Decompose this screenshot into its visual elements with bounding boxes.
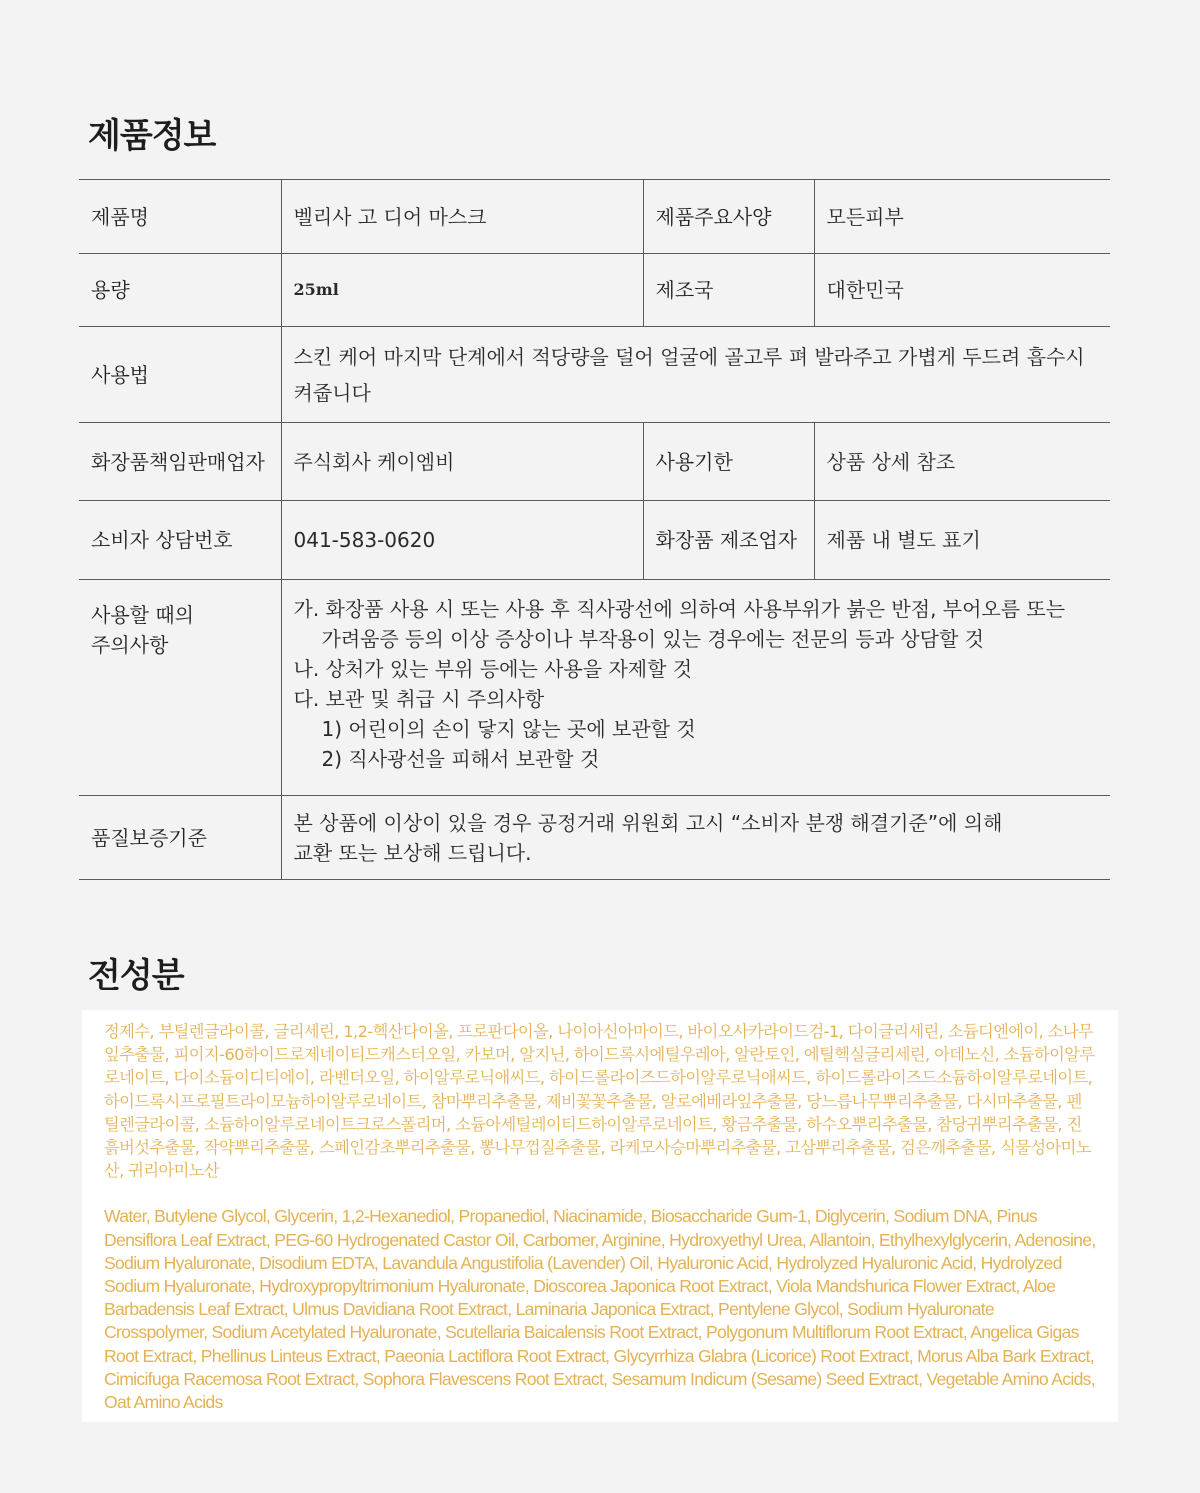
warning-label-line: 주의사항 xyxy=(91,633,169,657)
seller-label: 화장품책임판매업자 xyxy=(79,423,281,501)
table-row xyxy=(79,796,1110,880)
warning-label-line: 사용할 때의 xyxy=(91,603,194,627)
maker-value: 제품 내 별도 표기 xyxy=(814,501,1110,580)
quality-line: 본 상품에 이상이 있을 경우 공정거래 위원회 고시 “소비자 분쟁 해결기준”에 의해 xyxy=(293,810,1003,835)
table-row xyxy=(79,327,1110,423)
product-name-value: 벨리사 고 디어 마스크 xyxy=(281,180,643,254)
volume-label: 용량 xyxy=(79,254,281,327)
origin-label: 제조국 xyxy=(643,254,814,327)
seller-value: 주식회사 케이엠비 xyxy=(281,423,643,501)
table-row xyxy=(79,580,1110,796)
quality-line: 교환 또는 보상해 드립니다. xyxy=(293,840,532,865)
warning-item: 2) 직사광선을 피해서 보관할 것 xyxy=(321,747,600,771)
product-name-label: 제품명 xyxy=(79,180,281,254)
phone-value: 041-583-0620 xyxy=(281,501,643,580)
usage-value: 스킨 케어 마지막 단계에서 적당량을 덜어 얼굴에 골고루 펴 발라주고 가볍게 두드려 흡수시켜줍니다 xyxy=(281,327,1110,423)
spec-label: 제품주요사양 xyxy=(643,180,814,254)
ingredients-box xyxy=(82,1010,1118,1422)
phone-label: 소비자 상담번호 xyxy=(79,501,281,580)
warning-item: 가려움증 등의 이상 증상이나 부작용이 있는 경우에는 전문의 등과 상담할 것 xyxy=(321,627,984,651)
warning-list xyxy=(281,580,1110,796)
origin-value: 대한민국 xyxy=(814,254,1110,327)
table-row xyxy=(79,254,1110,327)
table-row xyxy=(79,501,1110,580)
spec-value: 모든피부 xyxy=(814,180,1110,254)
product-info-title: 제품정보 xyxy=(88,116,216,156)
warning-item: 다. 보관 및 취급 시 주의사항 xyxy=(293,687,545,711)
quality-label: 품질보증기준 xyxy=(79,796,281,880)
ingredients-title: 전성분 xyxy=(88,956,184,996)
warning-item: 1) 어린이의 손이 닿지 않는 곳에 보관할 것 xyxy=(321,717,696,741)
warning-item: 가. 화장품 사용 시 또는 사용 후 직사광선에 의하여 사용부위가 붉은 반점, 부어오름 또는 xyxy=(293,597,1066,621)
table-row xyxy=(79,180,1110,254)
warning-label xyxy=(79,580,281,796)
quality-value xyxy=(281,796,1110,880)
table-row xyxy=(79,423,1110,501)
maker-label: 화장품 제조업자 xyxy=(643,501,814,580)
ingredients-english: Water, Butylene Glycol, Glycerin, 1,2-Hexanediol, Propanediol, Niacinamide, Biosaccharide Gum-1, Diglycerin, Sodium DNA, Pinus Densiflora Leaf Extract, PEG-60 Hydrogenated Castor Oil, Carbomer, Arginine, Hydroxyethyl Urea, Allantoin, Ethylhexylglycerin, Adenosine, Sodium Hyaluronate, Disodium EDTA, Lavandula Angustifolia (Lavender) Oil, Hyaluronic Acid, Hydrolyzed Hyaluronic Acid, Hydrolyzed Sodium Hyaluronate, Hydroxypropyltrimonium Hyaluronate, Dioscorea Japonica Root Extract, Viola Mandshurica Flower Extract, Aloe Barbadensis Leaf Extract, Ulmus Davidiana Root Extract, Laminaria Japonica Extract, Pentylene Glycol, Sodium Hyaluronate Crosspolymer, Sodium Acetylated Hyaluronate, Scutellaria Baicalensis Root Extract, Polygonum Multiflorum Root Extract, Angelica Gigas Root Extract, Phellinus Linteus Extract, Paeonia Lactiflora Root Extract, Glycyrrhiza Glabra (Licorice) Root Extract, Morus Alba Bark Extract, Cimicifuga Racemosa Root Extract, Sophora Flavescens Root Extract, Sesamum Indicum (Sesame) Seed Extract, Vegetable Amino Acids, Oat Amino Acids xyxy=(104,1206,1096,1413)
expiry-label: 사용기한 xyxy=(643,423,814,501)
product-info-table xyxy=(79,179,1110,880)
expiry-value: 상품 상세 참조 xyxy=(814,423,1110,501)
usage-label: 사용법 xyxy=(79,327,281,423)
ingredients-korean: 정제수, 부틸렌글라이콜, 글리세린, 1,2-헥산다이올, 프로판다이올, 나이아신아마이드, 바이오사카라이드검-1, 다이글리세린, 소듐디엔에이, 소나무잎추출물, 피이지-60하이드로제네이티드캐스터오일, 카보머, 알지닌, 하이드록시에틸우레아, 알란토인, 에틸헥실글리세린, 아데노신, 소듐하이알루로네이트, 다이소듐이디티에이, 라벤더오일, 하이알루로닉애씨드, 하이드롤라이즈드하이알루로닉애씨드, 하이드롤라이즈드소듐하이알루로네이트, 하이드록시프로필트라이모늄하이알루로네이트, 참마뿌리추출물, 제비꽃꽃추출물, 알로에베라잎추출물, 당느릅나무뿌리추출물, 다시마추출물, 펜틸렌글라이콜, 소듐하이알루로네이트크로스폴리머, 소듐아세틸레이티드하이알루로네이트, 황금추출물, 하수오뿌리추출물, 참당귀뿌리추출물, 진흙버섯추출물, 작약뿌리추출물, 스페인감초뿌리추출물, 뽕나무껍질추출물, 라케모사승마뿌리추출물, 고삼뿌리추출물, 검은깨추출물, 식물성아미노산, 귀리아미노산 xyxy=(104,1022,1095,1181)
warning-item: 나. 상처가 있는 부위 등에는 사용을 자제할 것 xyxy=(293,657,693,681)
volume-value: 25ml xyxy=(281,254,643,327)
